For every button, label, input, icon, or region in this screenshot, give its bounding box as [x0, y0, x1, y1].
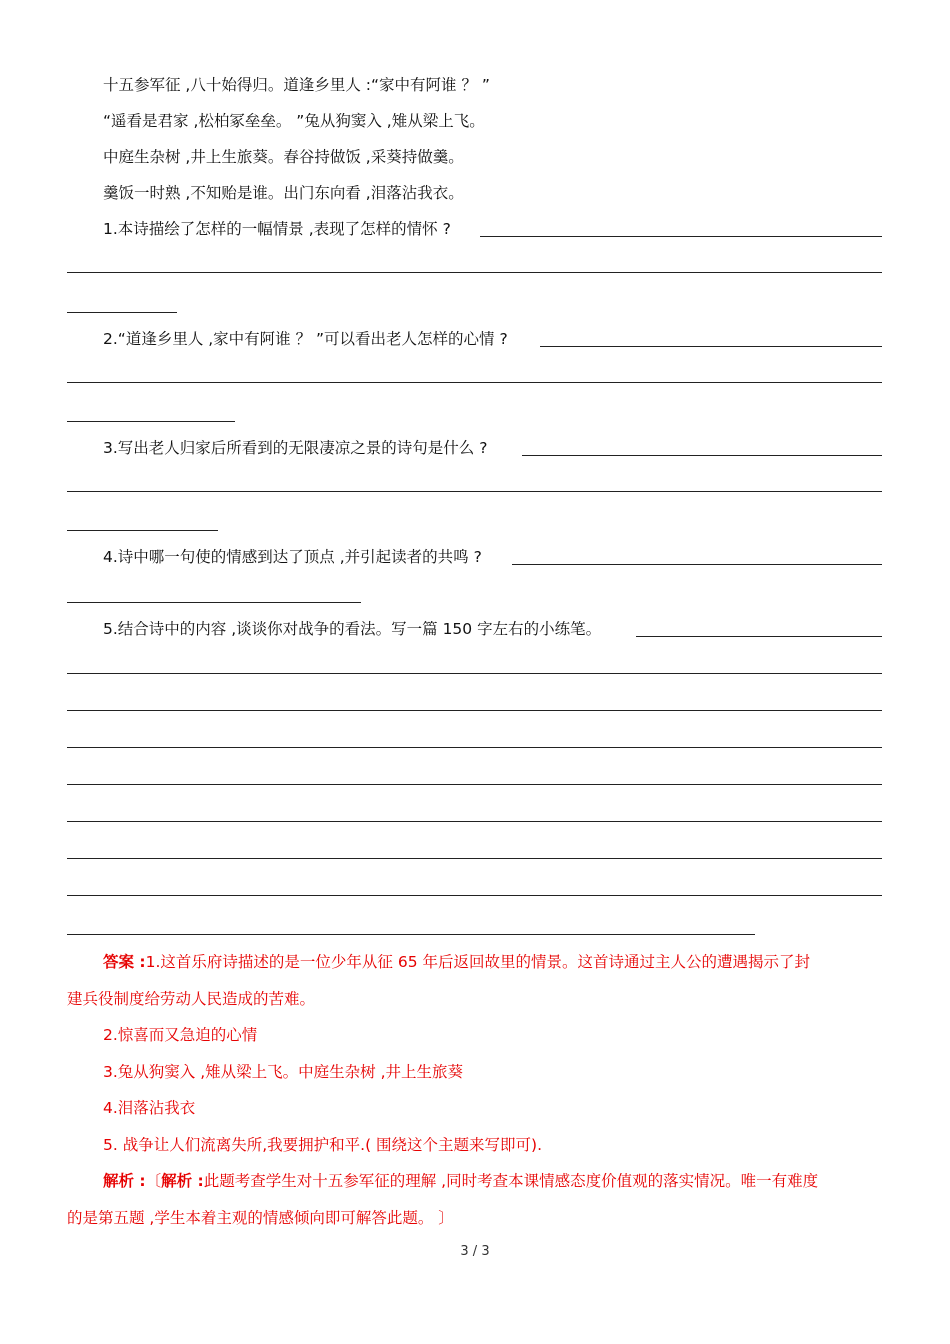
poem-line-4: 羹饭一时熟 ,不知贻是谁。出门东向看 ,泪落沾我衣。 — [103, 184, 464, 202]
answer-blank-5d — [67, 747, 882, 748]
answer-blank-3b — [67, 491, 882, 492]
question-1: 1.本诗描绘了怎样的一幅情景 ,表现了怎样的情怀 ? — [103, 220, 451, 238]
answer-4: 4.泪落沾我衣 — [103, 1099, 196, 1117]
answer-blank-5f — [67, 821, 882, 822]
answer-blank-5a — [636, 636, 882, 637]
answer-blank-2c — [67, 421, 235, 422]
analysis-label: 解析 : — [103, 1172, 146, 1190]
question-5: 5.结合诗中的内容 ,谈谈你对战争的看法。写一篇 150 字左右的小练笔。 — [103, 620, 602, 638]
answer-blank-3a — [522, 455, 882, 456]
question-3: 3.写出老人归家后所看到的无限凄凉之景的诗句是什么 ? — [103, 439, 488, 457]
answer-blank-4b — [67, 602, 361, 603]
answer-blank-5g — [67, 858, 882, 859]
analysis-line-2: 的是第五题 ,学生本着主观的情感倾向即可解答此题。 〕 — [67, 1209, 454, 1227]
answer-blank-5i — [67, 934, 755, 935]
answer-blank-4a — [512, 564, 882, 565]
poem-line-1: 十五参军征 ,八十始得归。道逢乡里人 :“家中有阿谁 ？ ” — [103, 76, 490, 94]
answer-1-line-2: 建兵役制度给劳动人民造成的苦难。 — [67, 990, 316, 1008]
analysis-text-1: 此题考查学生对十五参军征的理解 ,同时考查本课情感态度价值观的落实情况。唯一有难度 — [203, 1172, 819, 1190]
poem-line-3: 中庭生杂树 ,井上生旅葵。春谷持做饭 ,采葵持做羹。 — [103, 148, 464, 166]
question-2: 2.“道逢乡里人 ,家中有阿谁 ？ ”可以看出老人怎样的心情 ? — [103, 330, 508, 348]
answer-5: 5. 战争让人们流离失所,我要拥护和平.( 围绕这个主题来写即可). — [103, 1136, 543, 1154]
answers-label: 答案 : — [103, 953, 146, 971]
answer-blank-5h — [67, 895, 882, 896]
poem-line-2: “遥看是君家 ,松柏冢垒垒。 ”兔从狗窦入 ,雉从梁上飞。 — [103, 112, 485, 130]
answer-blank-2b — [67, 382, 882, 383]
answer-blank-5c — [67, 710, 882, 711]
question-4: 4.诗中哪一句使的情感到达了顶点 ,并引起读者的共鸣 ? — [103, 548, 482, 566]
answer-blank-3c — [67, 530, 218, 531]
page-number: 3 / 3 — [460, 1244, 490, 1259]
answer-1-text: 1.这首乐府诗描述的是一位少年从征 65 年后返回故里的情景。这首诗通过主人公的遭遇揭示了封 — [145, 953, 810, 971]
answer-blank-2a — [540, 346, 882, 347]
answer-blank-5b — [67, 673, 882, 674]
answer-blank-1a — [480, 236, 882, 237]
answer-blank-1b — [67, 272, 882, 273]
answer-3: 3.兔从狗窦入 ,雉从梁上飞。中庭生杂树 ,井上生旅葵 — [103, 1063, 463, 1081]
answer-2: 2.惊喜而又急迫的心情 — [103, 1026, 258, 1044]
answer-blank-5e — [67, 784, 882, 785]
answer-1-line-1 — [103, 951, 810, 973]
analysis-bracket: 〔 — [145, 1172, 162, 1190]
analysis-inner-label: 解析 : — [161, 1172, 204, 1190]
answer-blank-1c — [67, 312, 177, 313]
analysis-line-1 — [103, 1170, 818, 1192]
